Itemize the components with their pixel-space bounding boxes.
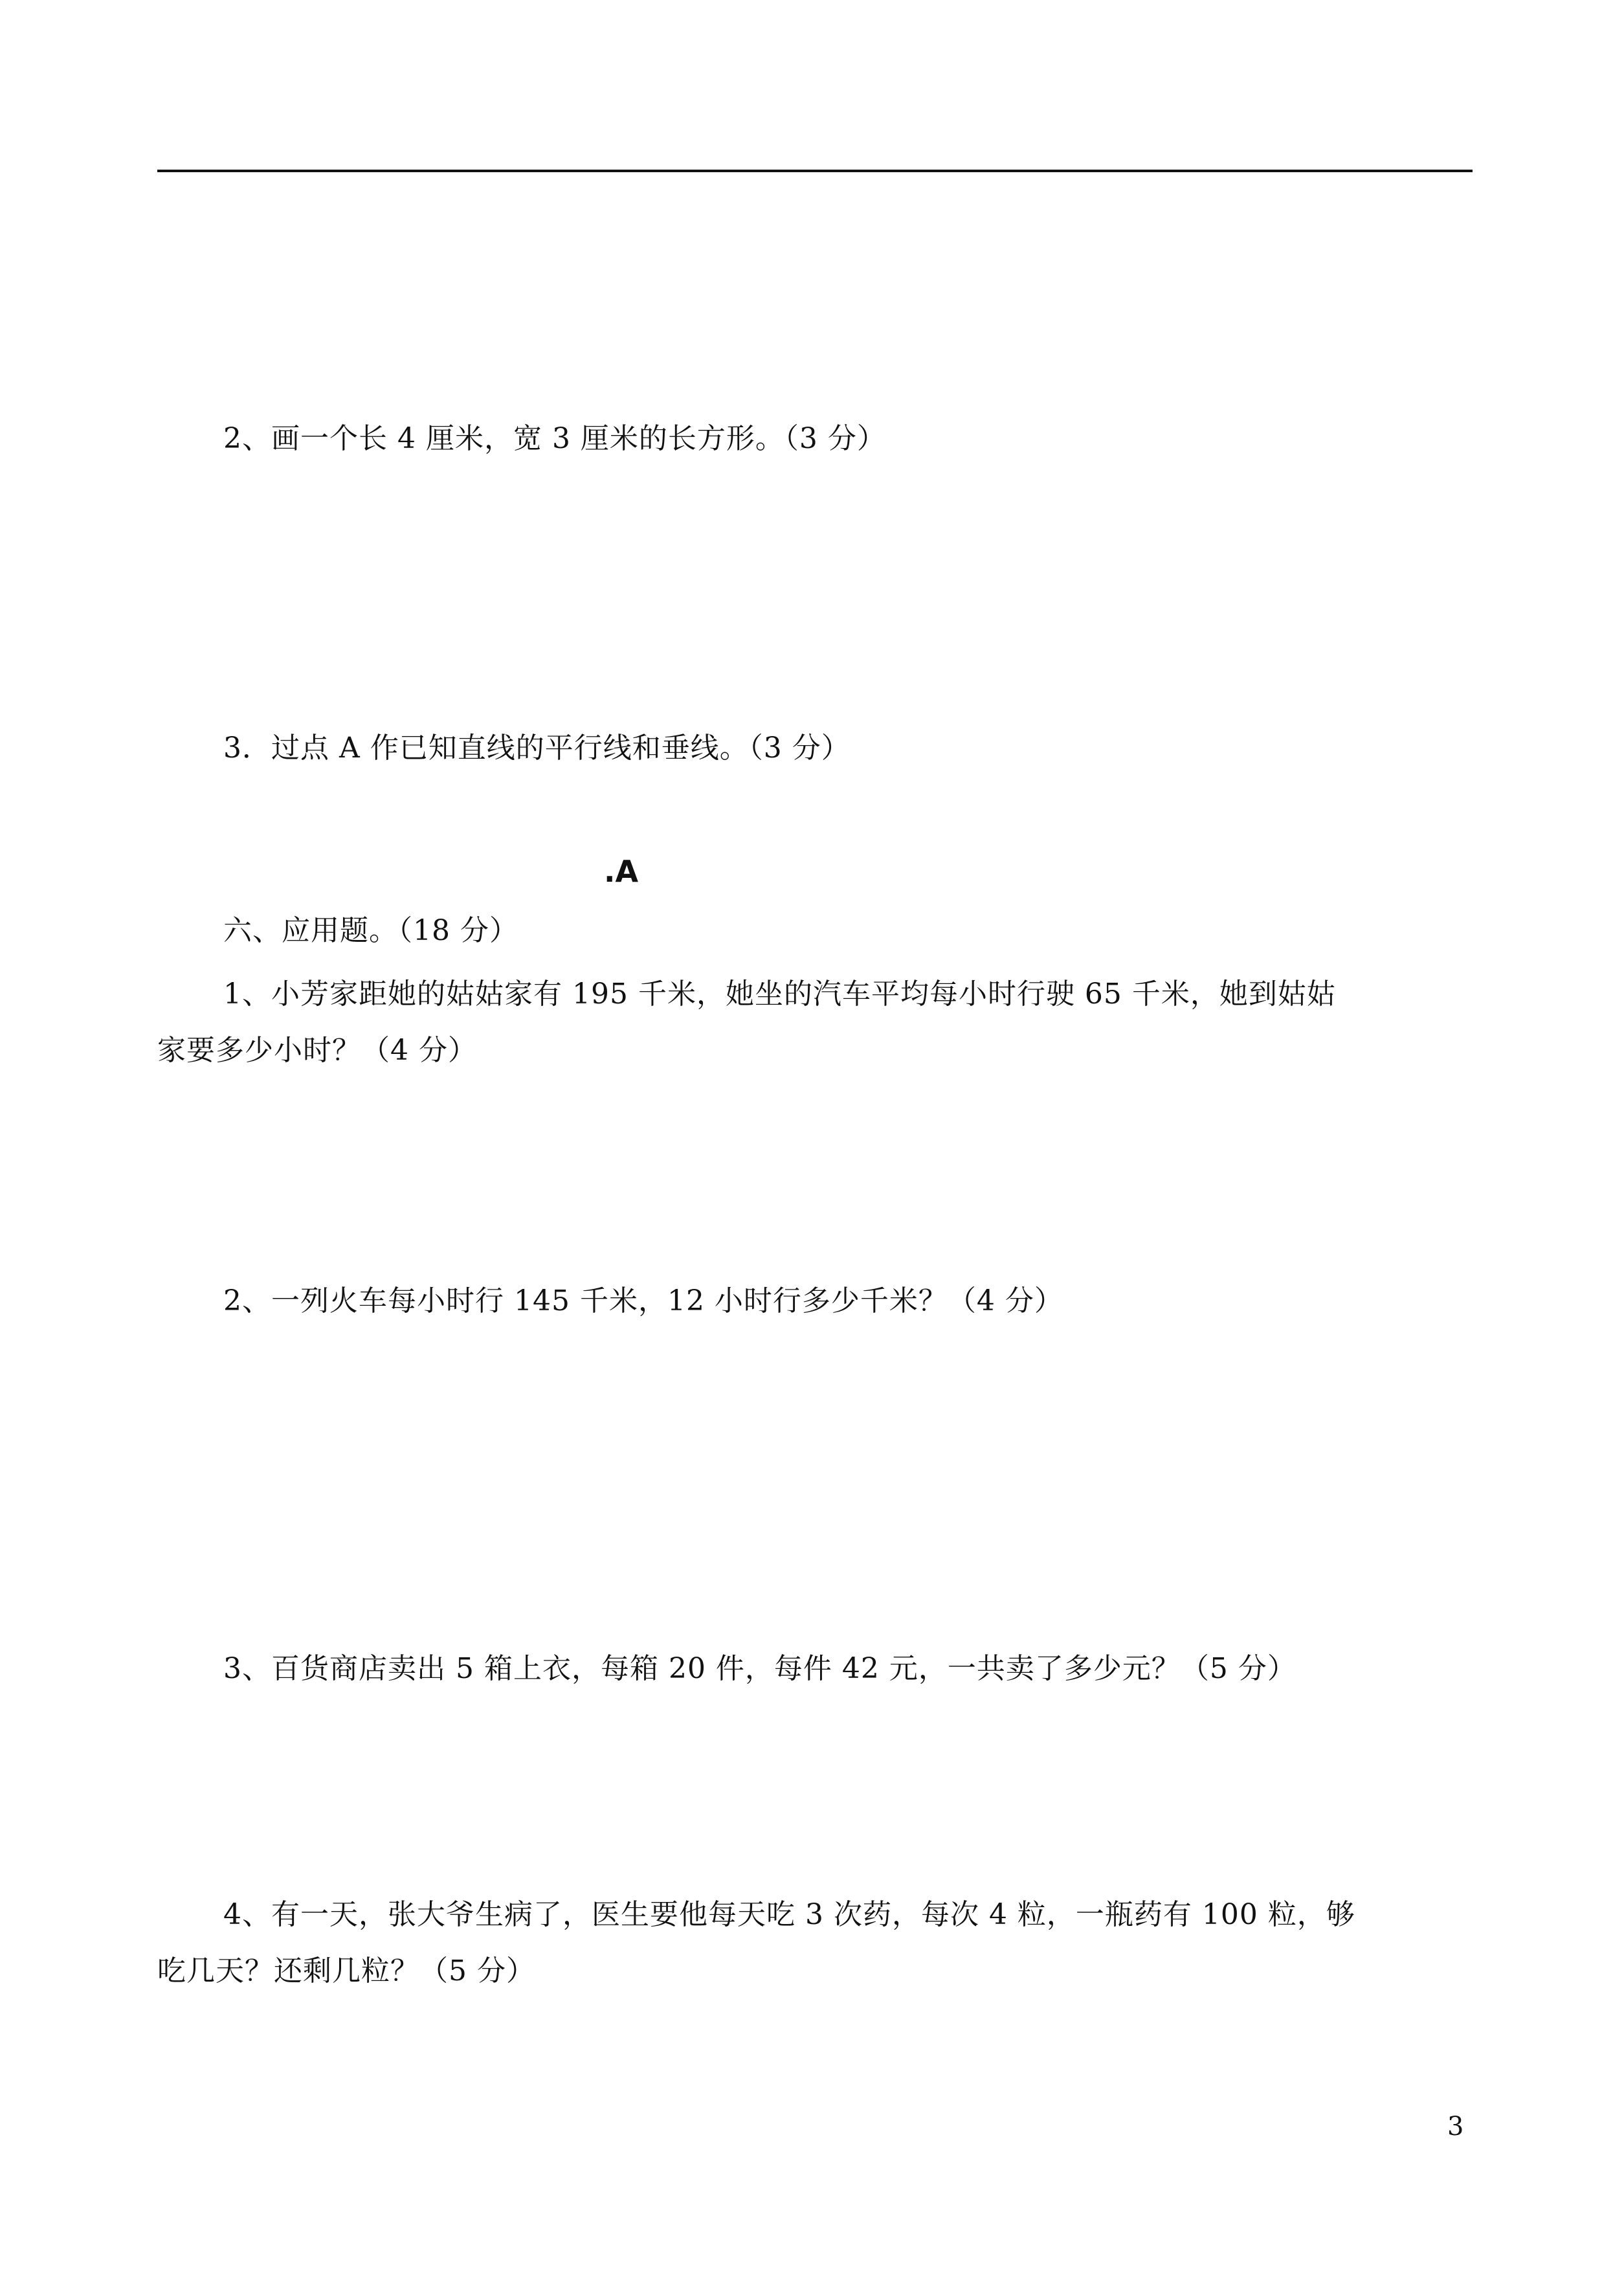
question-parallel-perpendicular: 3．过点 A 作已知直线的平行线和垂线。（3 分） [223, 732, 851, 765]
question-1-line-1: 1、小芳家距她的姑姑家有 195 千米，她坐的汽车平均每小时行驶 65 千米，她到姑姑 [223, 978, 1336, 1011]
question-draw-rectangle: 2、画一个长 4 厘米，宽 3 厘米的长方形。（3 分） [223, 422, 886, 455]
question-2: 2、一列火车每小时行 145 千米，12 小时行多少千米？（4 分） [223, 1284, 1063, 1317]
header-rule [157, 170, 1473, 172]
question-1-line-2: 家要多少小时？（4 分） [157, 1034, 477, 1067]
question-4-line-2: 吃几天？还剩几粒？（5 分） [157, 1954, 535, 1987]
question-4-line-1: 4、有一天，张大爷生病了，医生要他每天吃 3 次药，每次 4 粒，一瓶药有 100 粒，够 [223, 1898, 1355, 1931]
section-heading-application: 六、应用题。（18 分） [223, 914, 518, 947]
point-a-label: .A [604, 854, 639, 889]
page-number: 3 [1447, 2112, 1464, 2142]
question-3: 3、百货商店卖出 5 箱上衣，每箱 20 件，每件 42 元，一共卖了多少元？（5 分） [223, 1652, 1296, 1685]
